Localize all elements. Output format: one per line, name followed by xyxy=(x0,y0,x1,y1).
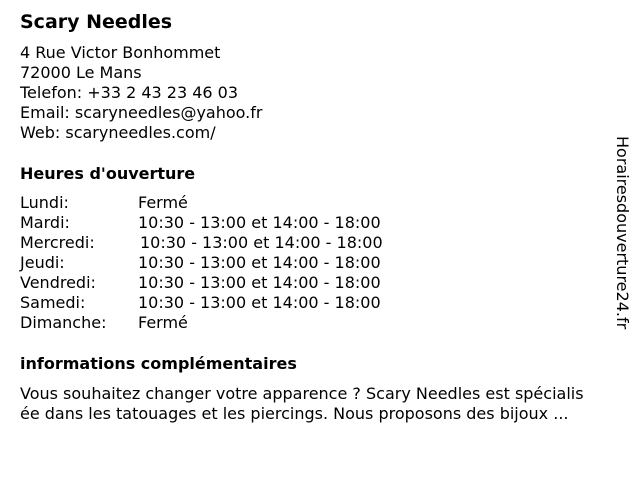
opening-hours-title: Heures d'ouverture xyxy=(20,164,196,183)
day-hours: 10:30 - 13:00 et 14:00 - 18:00 xyxy=(138,273,381,292)
website: Web: scaryneedles.com/ xyxy=(20,123,216,142)
day-hours: 10:30 - 13:00 et 14:00 - 18:00 xyxy=(138,293,381,312)
day-hours: Fermé xyxy=(138,193,188,212)
info-line-1: Vous souhaitez changer votre apparence ? Scary Needles est spécialis xyxy=(20,384,584,403)
day-hours: 10:30 - 13:00 et 14:00 - 18:00 xyxy=(138,213,381,232)
info-line-2: ée dans les tatouages et les piercings. Nous proposons des bijoux ... xyxy=(20,404,569,423)
day-label: Vendredi: xyxy=(20,273,96,292)
site-watermark xyxy=(612,136,632,342)
contact-block xyxy=(20,43,262,143)
address-street: 4 Rue Victor Bonhommet xyxy=(20,43,221,62)
day-label: Dimanche: xyxy=(20,313,107,332)
business-name: Scary Needles xyxy=(20,11,173,33)
day-label: Jeudi: xyxy=(20,253,65,272)
day-hours: 10:30 - 13:00 et 14:00 - 18:00 xyxy=(138,253,381,272)
day-label: Mercredi: xyxy=(20,233,95,252)
day-hours: 10:30 - 13:00 et 14:00 - 18:00 xyxy=(140,233,383,252)
day-label: Lundi: xyxy=(20,193,69,212)
additional-info-title: informations complémentaires xyxy=(20,354,297,373)
address-city: 72000 Le Mans xyxy=(20,63,142,82)
email-address: Email: scaryneedles@yahoo.fr xyxy=(20,103,263,122)
day-label: Mardi: xyxy=(20,213,70,232)
day-label: Samedi: xyxy=(20,293,86,312)
day-hours: Fermé xyxy=(138,313,188,332)
phone-number: Telefon: +33 2 43 23 46 03 xyxy=(20,83,239,102)
watermark-text: Horairesdouverture24.fr xyxy=(613,136,632,330)
additional-info-text xyxy=(20,384,584,424)
